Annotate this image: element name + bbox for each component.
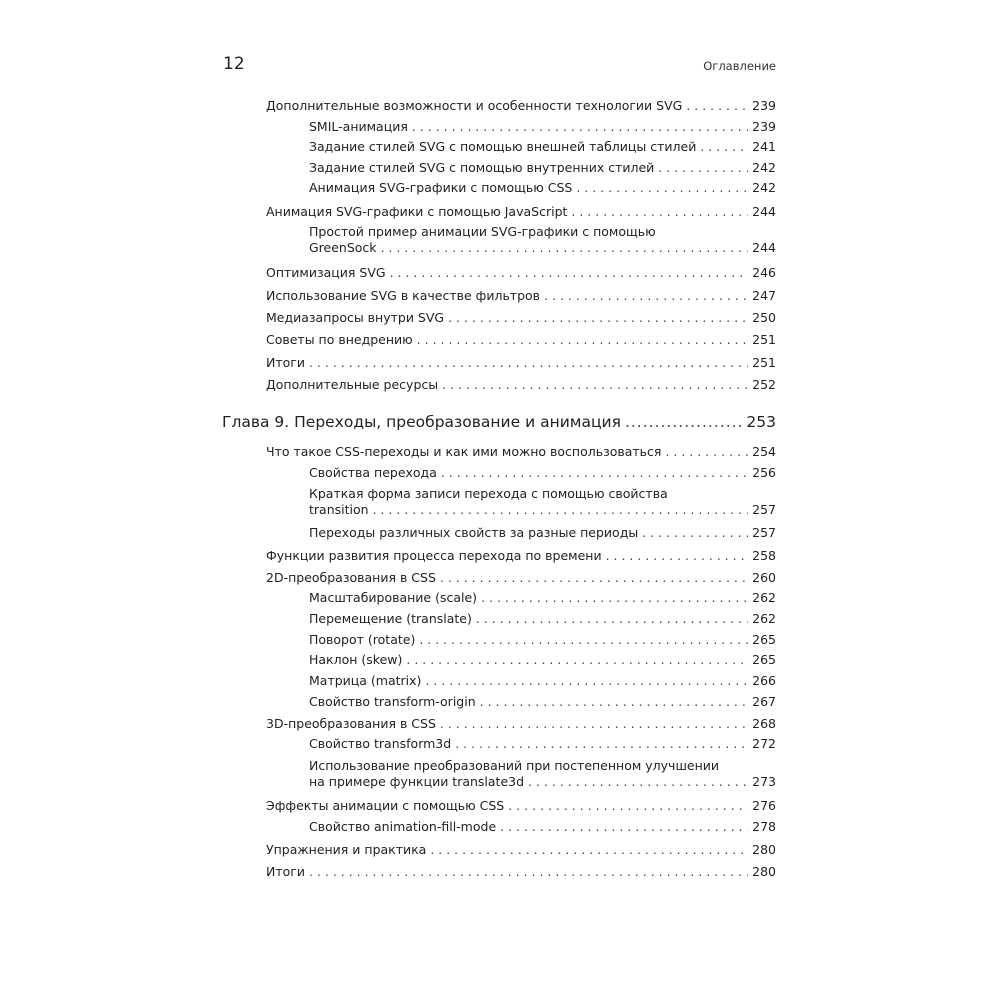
toc-leader-dots: [571, 204, 748, 220]
toc-leader-dots: [500, 819, 748, 835]
toc-leader-dots: [528, 774, 748, 790]
toc-leader-dots: [686, 98, 748, 114]
toc-entry[interactable]: [309, 673, 776, 689]
toc-entry[interactable]: [309, 694, 776, 710]
toc-leader-dots: [381, 240, 749, 256]
toc-entry-page: 265: [752, 652, 776, 667]
toc-entry-page: 262: [752, 611, 776, 626]
toc-entry-page: 260: [752, 570, 776, 585]
toc-leader-dots: [412, 119, 748, 135]
toc-entry-page: 272: [752, 736, 776, 751]
toc-entry[interactable]: [309, 465, 776, 481]
toc-leader-dots: [440, 716, 748, 732]
toc-chapter-page: 253: [746, 413, 776, 431]
toc-leader-dots: [606, 548, 749, 564]
toc-entry-page: 244: [752, 240, 776, 255]
toc-entry-page: 252: [752, 377, 776, 392]
toc-entry-page: 258: [752, 548, 776, 563]
toc-entry[interactable]: [309, 736, 776, 752]
toc-entry-title: Медиазапросы внутри SVG: [266, 310, 445, 325]
toc-entry-title: Упражнения и практика: [266, 842, 427, 857]
toc-entry[interactable]: [266, 444, 776, 460]
toc-entry-page: 239: [752, 98, 776, 113]
toc-leader-dots: [448, 310, 748, 326]
toc-leader-dots: [309, 355, 748, 371]
toc-leader-dots: [373, 502, 749, 518]
toc-entry[interactable]: [309, 819, 776, 835]
toc-entry-page: 254: [752, 444, 776, 459]
toc-entry-page: 257: [752, 525, 776, 540]
toc-entry-title-line1: Краткая форма записи перехода с помощью свойства: [309, 486, 668, 501]
toc-leader-dots: [442, 377, 748, 393]
toc-entry[interactable]: [266, 377, 776, 393]
toc-entry-page: 247: [752, 288, 776, 303]
toc-leader-dots: [481, 590, 748, 606]
toc-entry[interactable]: [266, 842, 776, 858]
toc-entry-page: 266: [752, 673, 776, 688]
toc-entry-page: 257: [752, 502, 776, 517]
toc-entry-page: 262: [752, 590, 776, 605]
toc-entry[interactable]: [309, 119, 776, 135]
toc-entry-page: 241: [752, 139, 776, 154]
toc-entry-page: 246: [752, 265, 776, 280]
toc-entry[interactable]: [309, 590, 776, 606]
toc-entry-title: Переходы различных свойств за разные периоды: [309, 525, 639, 540]
toc-leader-dots: [576, 180, 748, 196]
toc-entry-title: Задание стилей SVG с помощью внутренних стилей: [309, 160, 655, 175]
toc-leader-dots: [642, 525, 748, 541]
toc-entry-title-line2: GreenSock: [309, 240, 377, 255]
toc-entry-page: 256: [752, 465, 776, 480]
toc-entry-title: Матрица (matrix): [309, 673, 422, 688]
toc-entry-title: Оптимизация SVG: [266, 265, 386, 280]
toc-entry[interactable]: [266, 864, 776, 880]
toc-entry[interactable]: [266, 98, 776, 114]
toc-entry[interactable]: [309, 160, 776, 176]
toc-leader-dots: [419, 632, 748, 648]
toc-entry[interactable]: [266, 798, 776, 814]
toc-entry[interactable]: [266, 332, 776, 348]
toc-entry-page: 268: [752, 716, 776, 731]
toc-entry-title-line1: Использование преобразований при постепенном улучшении: [309, 758, 719, 773]
toc-entry-page: 267: [752, 694, 776, 709]
toc-entry-title-line2: transition: [309, 502, 369, 517]
toc-entry-page: 278: [752, 819, 776, 834]
toc-entry-title: Масштабирование (scale): [309, 590, 478, 605]
toc-entry-title: Что такое CSS-переходы и как ими можно воспользоваться: [266, 444, 662, 459]
toc-leader-dots: [625, 412, 742, 432]
toc-entry[interactable]: [309, 139, 776, 155]
toc-entry-page: 242: [752, 180, 776, 195]
toc-entry-title: SMIL-анимация: [309, 119, 408, 134]
toc-leader-dots: [309, 864, 748, 880]
toc-leader-dots: [544, 288, 748, 304]
toc-entry[interactable]: [266, 310, 776, 326]
toc-leader-dots: [480, 694, 749, 710]
toc-leader-dots: [425, 673, 748, 689]
toc-leader-dots: [430, 842, 748, 858]
toc-entry-page: 276: [752, 798, 776, 813]
toc-leader-dots: [455, 736, 748, 752]
toc-leader-dots: [390, 265, 749, 281]
toc-entry-title: Эффекты анимации с помощью CSS: [266, 798, 505, 813]
toc-entry-title: Свойство transform3d: [309, 736, 452, 751]
toc-entry-title: Свойства перехода: [309, 465, 437, 480]
toc-entry-title: Итоги: [266, 864, 305, 879]
toc-leader-dots: [441, 465, 748, 481]
toc-entry-title: Свойство animation-fill-mode: [309, 819, 497, 834]
toc-entry-page: 251: [752, 355, 776, 370]
toc-entry[interactable]: [266, 548, 776, 564]
toc-chapter-entry[interactable]: [222, 412, 776, 432]
toc-entry[interactable]: [266, 716, 776, 732]
toc-entry[interactable]: [266, 288, 776, 304]
toc-entry-page: 280: [752, 864, 776, 879]
toc-entry[interactable]: [309, 525, 776, 541]
toc-entry-title-line2: на примере функции translate3d: [309, 774, 525, 789]
toc-entry-title: Анимация SVG-графики с помощью JavaScript: [266, 204, 568, 219]
toc-entry[interactable]: [266, 204, 776, 220]
toc-entry[interactable]: [309, 652, 776, 668]
toc-entry[interactable]: [309, 758, 776, 790]
toc-entry-title: Наклон (skew): [309, 652, 403, 667]
toc-entry[interactable]: [266, 570, 776, 586]
toc-entry-page: 265: [752, 632, 776, 647]
toc-leader-dots: [440, 570, 748, 586]
toc-leader-dots: [476, 611, 748, 627]
toc-entry[interactable]: [309, 611, 776, 627]
toc-entry[interactable]: [309, 224, 776, 256]
toc-entry[interactable]: [266, 355, 776, 371]
toc-entry[interactable]: [309, 632, 776, 648]
toc-entry[interactable]: [309, 180, 776, 196]
toc-entry-title: Свойство transform-origin: [309, 694, 476, 709]
page-number: 12: [223, 54, 245, 74]
toc-leader-dots: [665, 444, 748, 460]
toc-entry-page: 250: [752, 310, 776, 325]
toc-chapter-title: Глава 9. Переходы, преобразование и анимация: [222, 413, 621, 431]
toc-entry-title: Дополнительные возможности и особенности технологии SVG: [266, 98, 683, 113]
toc-entry-page: 242: [752, 160, 776, 175]
toc-entry-title: Советы по внедрению: [266, 332, 413, 347]
toc-entry-title: 2D-преобразования в CSS: [266, 570, 436, 585]
toc-entry-title: Задание стилей SVG с помощью внешней таблицы стилей: [309, 139, 697, 154]
toc-leader-dots: [406, 652, 748, 668]
toc-leader-dots: [417, 332, 748, 348]
toc-entry-title: Функции развития процесса перехода по времени: [266, 548, 602, 563]
toc-entry-title: 3D-преобразования в CSS: [266, 716, 436, 731]
toc-entry-title-line1: Простой пример анимации SVG-графики с помощью: [309, 224, 656, 239]
toc-entry-title: Анимация SVG-графики с помощью CSS: [309, 180, 573, 195]
toc-entry-title: Использование SVG в качестве фильтров: [266, 288, 541, 303]
toc-entry-title: Итоги: [266, 355, 305, 370]
running-head: Оглавление: [703, 59, 776, 73]
toc-entry-title: Дополнительные ресурсы: [266, 377, 439, 392]
toc-entry-page: 244: [752, 204, 776, 219]
toc-entry-page: 273: [752, 774, 776, 789]
toc-entry-page: 239: [752, 119, 776, 134]
toc-leader-dots: [658, 160, 748, 176]
toc-entry[interactable]: [266, 265, 776, 281]
toc-entry-title: Перемещение (translate): [309, 611, 472, 626]
toc-entry-page: 280: [752, 842, 776, 857]
toc-leader-dots: [700, 139, 748, 155]
toc-entry-title: Поворот (rotate): [309, 632, 416, 647]
toc-entry-page: 251: [752, 332, 776, 347]
toc-entry[interactable]: [309, 486, 776, 518]
toc-leader-dots: [508, 798, 748, 814]
